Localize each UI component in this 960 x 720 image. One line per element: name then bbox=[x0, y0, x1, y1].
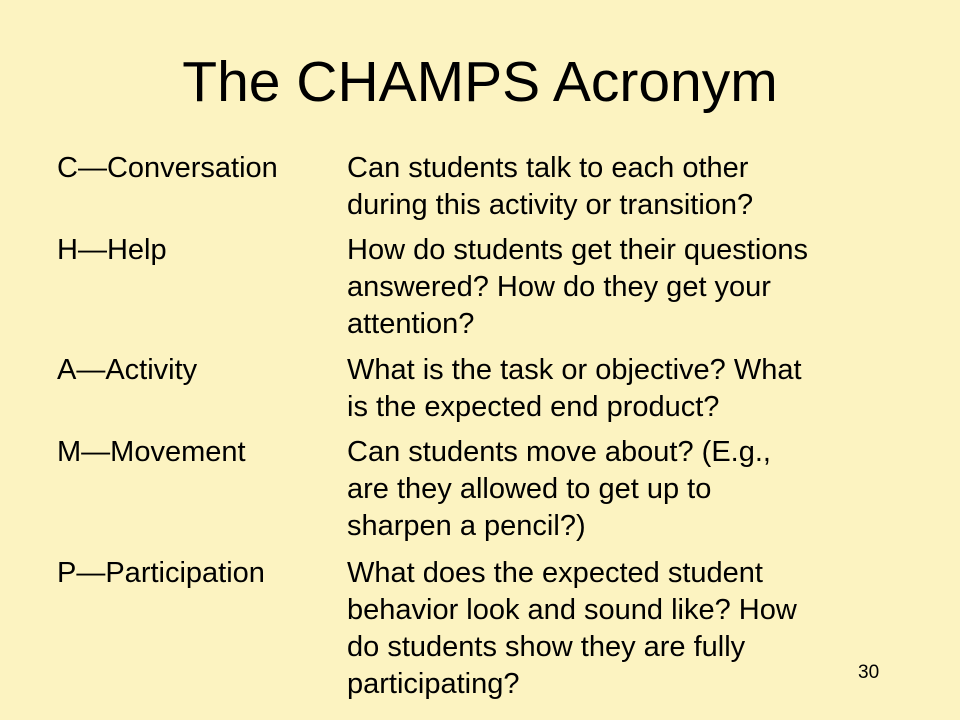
acronym-term: M—Movement bbox=[57, 436, 246, 468]
acronym-term: C—Conversation bbox=[57, 152, 278, 184]
slide-title: The CHAMPS Acronym bbox=[182, 50, 778, 114]
acronym-description: What is the task or objective? What is the expected end product? bbox=[347, 354, 802, 423]
acronym-description: Can students move about? (E.g., are they allowed to get up to sharpen a pencil?) bbox=[347, 436, 771, 542]
acronym-term: A—Activity bbox=[57, 354, 198, 386]
acronym-description: How do students get their questions answered? How do they get your attention? bbox=[347, 234, 809, 340]
acronym-description: What does the expected student behavior look and sound like? How do students show they are fully participating? bbox=[347, 557, 797, 700]
acronym-term: P—Participation bbox=[57, 557, 265, 589]
acronym-term: H—Help bbox=[57, 234, 167, 266]
page-number: 30 bbox=[858, 662, 880, 683]
acronym-description: Can students talk to each other during this activity or transition? bbox=[347, 152, 754, 221]
